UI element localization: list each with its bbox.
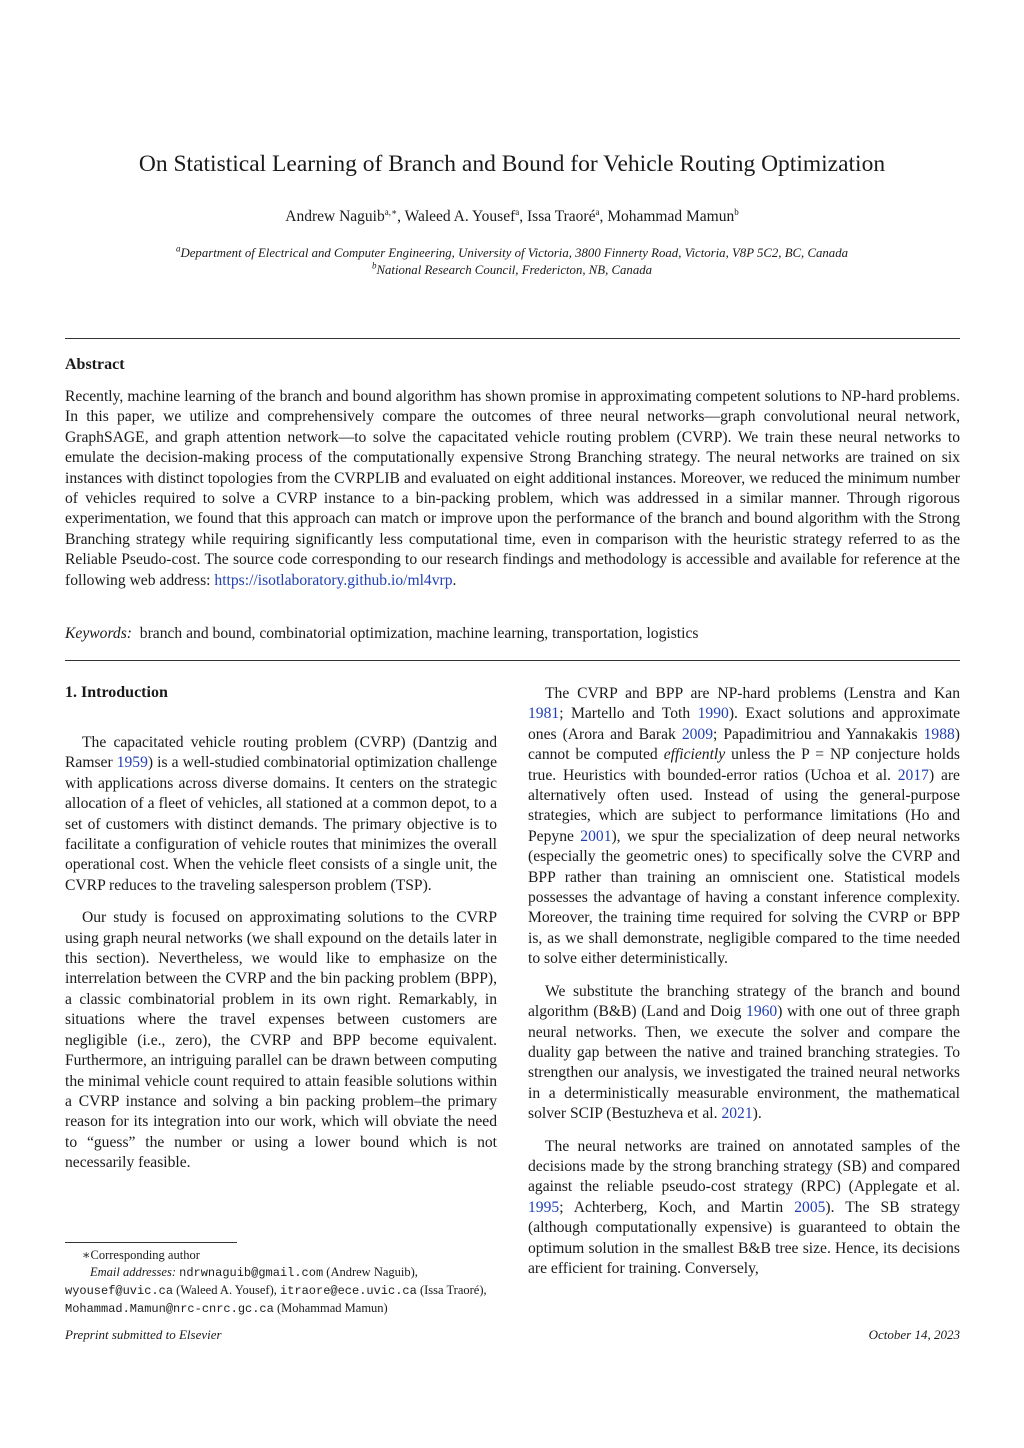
abstract-body: Recently, machine learning of the branch and bound algorithm has shown promise in approximating competent solutions to NP-hard problems. In this paper, we utilize and comprehensively compare the outcomes of three neural networks—graph convolutional neural network, GraphSAGE, and graph attention network—to solve the capacitated vehicle routing problem (CVRP). We train these neural networks to emulate the decision-making process of the computationally expensive Strong Branching strategy. The neural networks are trained on six instances with distinct topologies from the CVRPLIB and evaluated on eight additional instances. Moreover, we reduced the minimum number of vehicles required to solve a CVRP instance to a bin-packing problem, which was addressed in a similar manner. Through rigorous experimentation, we found that this approach can match or improve upon the performance of the branch and bound algorithm with the Strong Branching strategy while requiring significantly less computational time, even in comparison with the heuristic strategy referred to as the Reliable Pseudo-cost. The source code corresponding to our research findings and methodology is accessible and available for reference at the following web address: https://isotlaboratory.github.io/ml4vrp.: [65, 388, 960, 589]
author-sup: a,∗: [384, 206, 398, 217]
footnote: ∗Corresponding author Email addresses: ndrwnaguib@gmail.com (Andrew Naguib), wyousef@uvic.ca (Waleed A. Yousef), itraore@ece.uvic.ca (Issa Traoré), Mohammad.Mamun@nrc-cnrc.gc.ca (Mohammad Mamun): [65, 1247, 497, 1318]
citation-link[interactable]: 1995: [528, 1198, 560, 1216]
date: October 14, 2023: [868, 1327, 960, 1342]
paragraph-text: We substitute the branching strategy of the branch and bound algorithm (B&B) (Land and Doig: [528, 982, 960, 1021]
abstract-divider: [65, 660, 960, 661]
citation-link[interactable]: 1981: [528, 705, 560, 723]
top-divider: [65, 338, 960, 339]
citation-link[interactable]: 2001: [580, 827, 612, 845]
author-name: Andrew Naguib: [285, 208, 385, 225]
paragraph: [528, 684, 960, 970]
citation-link[interactable]: 2021: [721, 1105, 753, 1123]
author-name: Mohammad Mamun: [607, 208, 735, 225]
author-list: Andrew Naguib$^{a,∗}$, Waleed A. Yousef$^a$, Issa Traoré$^a$, Mohammad Mamun$^b$: [285, 206, 739, 225]
abstract-text: Recently, machine learning of the branch and bound algorithm has shown promise in approximating competent solutions to NP-hard problems. In this paper, we utilize and comprehensively compare the outcomes of three neural networks—graph convolutional neural network, GraphSAGE, and graph attention network—to solve the capacitated vehicle routing problem (CVRP). We train these neural networks to emulate the decision-making process of the computationally expensive Strong Branching strategy. The neural networks are trained on six instances with distinct topologies from the CVRPLIB and evaluated on eight additional instances. Moreover, we reduced the minimum number of vehicles required to solve a CVRP instance to a bin-packing problem, which was addressed in a similar manner. Through rigorous experimentation, we found that this approach can match or improve upon the performance of the branch and bound algorithm with the Strong Branching strategy while requiring significantly less computational time, even in comparison with the heuristic strategy referred to as the Reliable Pseudo-cost. The source code corresponding to our research findings and methodology is accessible and available for reference at the following web address:: [65, 388, 960, 589]
paragraph-text: ) cannot be computed: [528, 725, 960, 764]
source-code-link[interactable]: https://isotlaboratory.github.io/ml4vrp: [214, 571, 453, 589]
paragraph-text: ).: [752, 1105, 762, 1123]
citation-link[interactable]: 1990: [697, 705, 729, 723]
keywords-text: branch and bound, combinatorial optimization, machine learning, transportation, logistics: [139, 625, 699, 642]
paragraph-text: ; Martello and Toth: [559, 705, 698, 723]
paragraph-text: unless the P = NP conjecture holds true. Heuristics with bounded-error ratios (Uchoa et al.: [528, 746, 960, 784]
right-column: [528, 684, 960, 1291]
citation-link[interactable]: 1959: [116, 754, 148, 772]
paragraph-text: ) is a well-studied combinatorial optimization challenge with applications across diverse domains. It centers on the strategic allocation of a fleet of vehicles, all stationed at a common depot, to a set of customers with distinct demands. The primary objective is to facilitate a configuration of vehicle routes that minimizes the overall operational cost. When the vehicle fleet consists of a single unit, the CVRP reduces to the traveling salesperson problem (TSP).: [65, 754, 497, 894]
section-heading: 1. Introduction: [65, 684, 168, 701]
keywords-label: Keywords:: [65, 625, 132, 642]
author-sup: b: [734, 206, 739, 217]
paragraph-text: ). The SB strategy (although computationally expensive) is guaranteed to obtain the optimum solution in the smallest B&B tree size. Hence, its decisions are efficient for training. Conversely,: [528, 1198, 960, 1277]
author-name: Waleed A. Yousef: [404, 208, 516, 225]
paragraph-text: ). Exact solutions and approximate ones (Arora and Barak: [528, 705, 960, 743]
paragraph: [528, 982, 960, 1125]
author-name: Issa Traoré: [527, 208, 596, 225]
citation-link[interactable]: 1960: [746, 1003, 778, 1021]
citation-link[interactable]: 2005: [794, 1198, 826, 1216]
paragraph-text: The CVRP and BPP are NP-hard problems (Lenstra and Kan: [545, 685, 960, 702]
citation-link[interactable]: 1988: [923, 725, 955, 743]
citation-link[interactable]: 2009: [681, 725, 713, 743]
affiliation-b: $^b$National Research Council, Fredericton, NB, Canada: [371, 260, 653, 277]
left-column: [65, 733, 497, 1186]
email-address[interactable]: Mohammad.Mamun@nrc-cnrc.gc.ca: [65, 1302, 274, 1316]
paper-title: On Statistical Learning of Branch and Bound for Vehicle Routing Optimization: [138, 151, 886, 177]
author-sup: a: [515, 206, 520, 217]
paragraph-text: Our study is focused on approximating solutions to the CVRP using graph neural networks (we shall expound on the details later in this section). Nevertheless, we would like to emphasize on the interrelation between the CVRP and the bin packing problem (BPP), a classic combinatorial problem in its own right. Remarkably, in situations where the travel expenses between customers are negligible (i.e., zero), the CVRP and BPP become equivalent. Furthermore, an intriguing parallel can be drawn between computing the minimal vehicle count required to attain feasible solutions within a CVRP instance and solving a bin packing problem–the primary reason for its integration into our work, which will obviate the need to “guess” the number or using a lower bound which is not necessarily feasible.: [65, 909, 497, 1172]
email-address[interactable]: wyousef@uvic.ca: [65, 1284, 174, 1298]
footnote-rule: [65, 1242, 237, 1243]
paragraph-text: efficiently: [663, 746, 726, 764]
email-address[interactable]: ndrwnaguib@gmail.com: [179, 1266, 324, 1280]
paragraph: [528, 1137, 960, 1280]
paragraph-text: The capacitated vehicle routing problem (CVRP) (Dantzig and Ramser: [65, 734, 497, 772]
affiliation-a: $^a$Department of Electrical and Computer Engineering, University of Victoria, 3800 Finnerty Road, Victoria, V8P 5C2, BC, Canada: [176, 243, 848, 260]
author-sup: a: [595, 206, 600, 217]
paragraph-text: ), we spur the specialization of deep neural networks (especially the geometric ones) to specifically solve the CVRP and BPP rather than training an omniscient one. Statistical models possesses the advantage of having a constant inference complexity. Moreover, the training time required for solving the CVRP or BPP is, as we shall demonstrate, negligible compared to the time needed to solve either deterministically.: [528, 827, 960, 968]
paragraph-text: The neural networks are trained on annotated samples of the decisions made by the strong branching strategy (SB) and compared against the reliable pseudo-cost strategy (RPC) (Applegate et al.: [528, 1137, 960, 1196]
citation-link[interactable]: 2017: [897, 766, 929, 784]
preprint-note: Preprint submitted to Elsevier: [65, 1327, 222, 1342]
paragraph-text: ; Papadimitriou and Yannakakis: [713, 725, 924, 743]
paragraph: [65, 908, 497, 1173]
paragraph-text: ; Achterberg, Koch, and Martin: [559, 1198, 795, 1216]
paragraph-text: ) are alternatively often used. Instead of using the general-purpose strategies, which are subject to performance limitations (Ho and Pepyne: [528, 766, 960, 845]
keywords: [65, 625, 698, 643]
paragraph-text: ) with one out of three graph neural networks. Then, we execute the solver and compare the duality gap between the native and trained branching strategies. To strengthen our analysis, we investigated the trained neural networks in a deterministically measurable environment, the mathematical solver SCIP (Bestuzheva et al.: [528, 1003, 960, 1123]
email-label: Email addresses:: [90, 1265, 176, 1279]
paragraph: [65, 733, 497, 896]
abstract-heading: Abstract: [65, 356, 125, 373]
email-address[interactable]: itraore@ece.uvic.ca: [280, 1284, 417, 1298]
corresponding-note: ∗Corresponding author: [82, 1248, 200, 1262]
